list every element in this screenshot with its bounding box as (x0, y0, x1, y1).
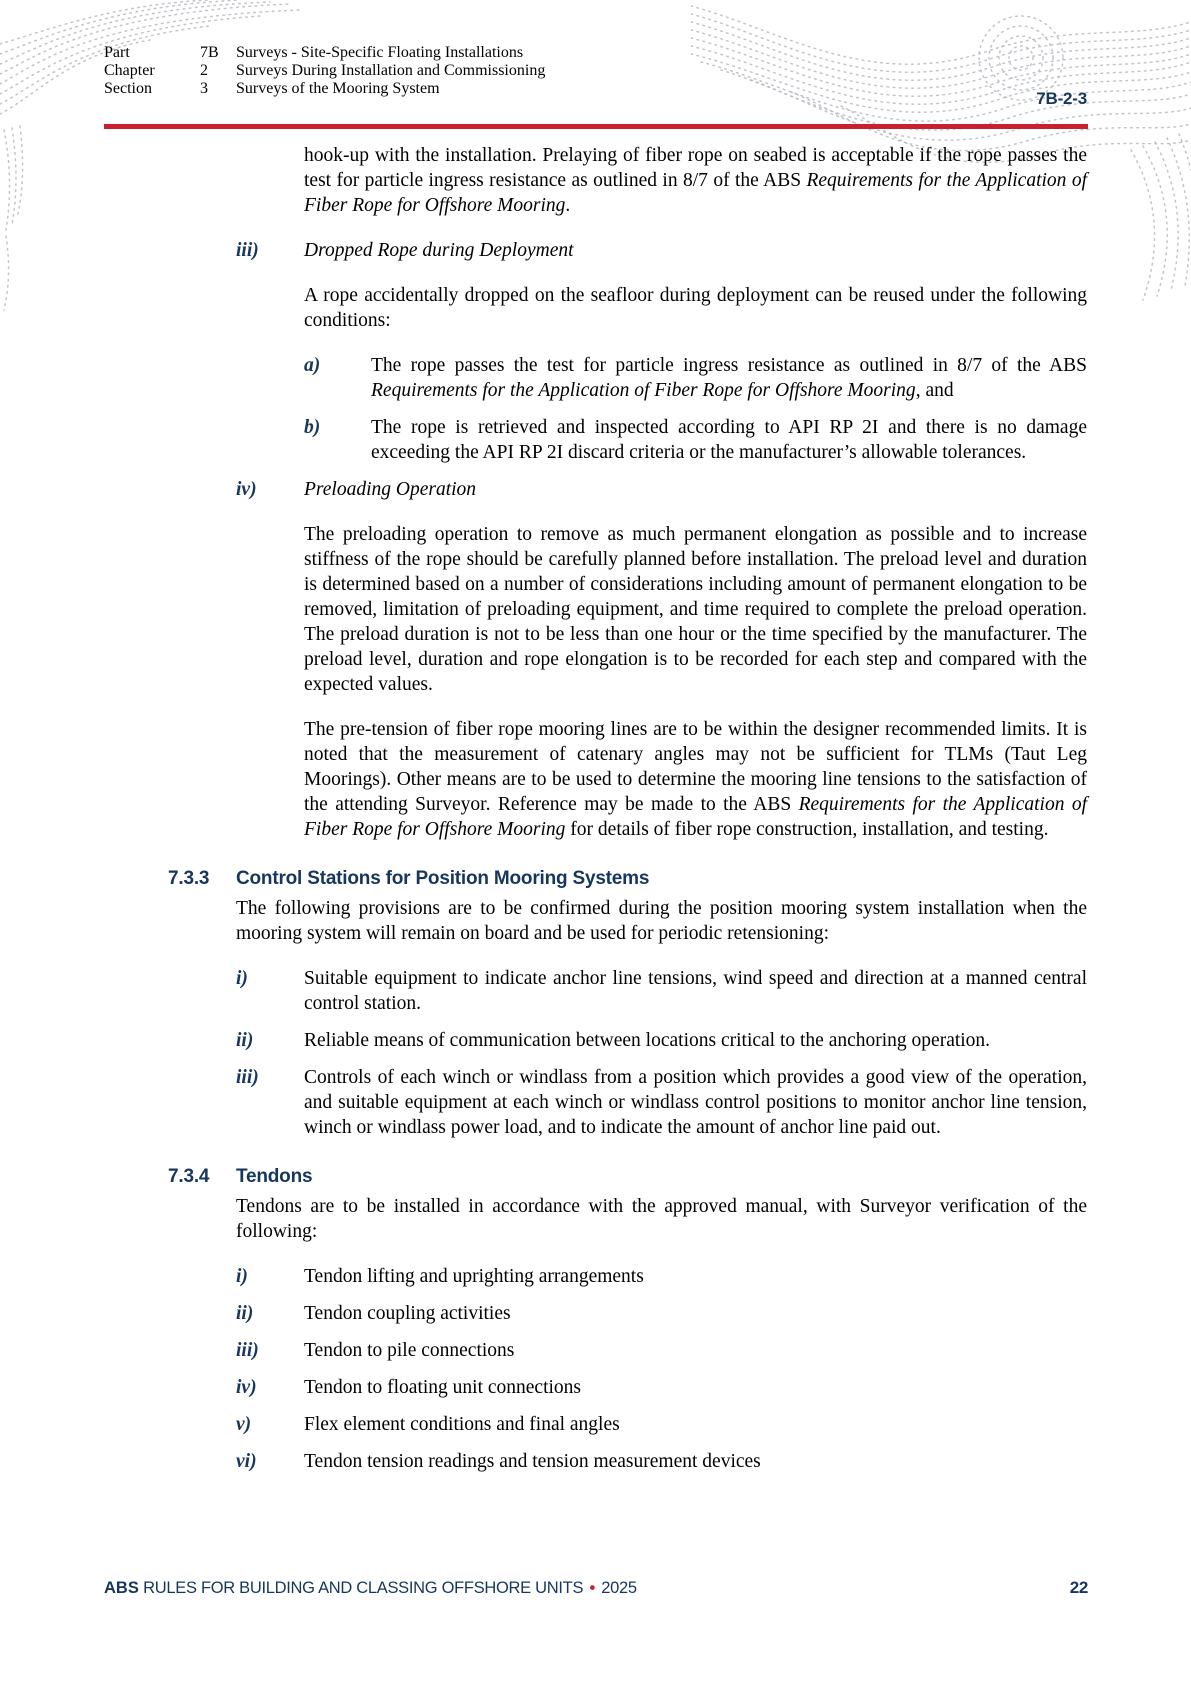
section-heading (100, 1164, 1087, 1189)
page-number: 22 (1069, 1578, 1088, 1597)
paragraph (304, 717, 1087, 842)
list-item-marker: iv) (236, 479, 257, 500)
list-item-marker: ii) (236, 1030, 254, 1051)
abs-brand: ABS (104, 1579, 139, 1597)
list-item-marker: a) (304, 355, 321, 376)
section-number: 7.3.3 (168, 868, 210, 889)
footer-year: 2025 (601, 1579, 637, 1597)
list-item (100, 1449, 1087, 1474)
list-item-marker: iv) (236, 1377, 257, 1398)
paragraph-text: The pre-tension of fiber rope mooring lines are to be within the designer recommended limits. It is noted that the measurement of catenary angles may not be sufficient for TLMs (Taut Leg Moorings). Other means are to be used to determine the mooring line tensions to the satisfaction of the attending Surveyor. Reference may be made to the ABS Requirements for the Application of Fiber Rope for Offshore Mooring for details of fiber rope construction, installation, and testing. (304, 719, 1087, 840)
list-item-text: Flex element conditions and final angles (304, 1414, 620, 1435)
paragraph (236, 896, 1087, 946)
list-item-text: Tendon tension readings and tension measurement devices (304, 1451, 761, 1472)
list-item-marker: v) (236, 1414, 252, 1435)
list-item-marker: i) (236, 1266, 248, 1287)
list-item-marker: ii) (236, 1303, 254, 1324)
header-chapter-number: 2 (200, 62, 208, 79)
header-part-number: 7B (200, 44, 219, 61)
list-item-text: Tendon to floating unit connections (304, 1377, 581, 1398)
paragraph-text: hook-up with the installation. Prelaying of fiber rope on seabed is acceptable if the rope passes the test for particle ingress resistance as outlined in 8/7 of the ABS Requirements for the Application of Fiber Rope for Offshore Mooring. (304, 145, 1088, 216)
section-heading (100, 866, 1087, 891)
paragraph-text: The following provisions are to be confirmed during the position mooring system installation when the mooring system will remain on board and be used for periodic retensioning: (236, 898, 1087, 944)
list-item-text: Reliable means of communication between locations critical to the anchoring operation. (304, 1030, 991, 1051)
list-item-marker: iii) (236, 240, 259, 261)
section-title: Tendons (236, 1166, 313, 1187)
list-item-marker: iii) (236, 1340, 259, 1361)
page-header (104, 44, 1088, 134)
header-part-label: Part (104, 44, 130, 61)
list-item-text: Suitable equipment to indicate anchor line tensions, wind speed and direction at a manned central control station. (304, 968, 1087, 1014)
section-title: Control Stations for Position Mooring Systems (236, 868, 650, 889)
footer-text: RULES FOR BUILDING AND CLASSING OFFSHORE UNITS (143, 1579, 584, 1597)
list-item-marker: vi) (236, 1451, 257, 1472)
paragraph-text: Tendons are to be installed in accordance with the approved manual, with Surveyor verification of the following: (236, 1196, 1087, 1242)
list-item-marker: iii) (236, 1067, 259, 1088)
list-item (100, 1301, 1087, 1326)
footer-separator-dot: • (589, 1579, 595, 1597)
list-item-marker: i) (236, 968, 248, 989)
doc-reference: 7B-2-3 (1036, 89, 1087, 108)
list-item-text: Preloading Operation (304, 479, 477, 500)
paragraph-text: A rope accidentally dropped on the seafloor during deployment can be reused under the following conditions: (304, 285, 1087, 331)
header-section-label: Section (104, 80, 152, 97)
section-number: 7.3.4 (168, 1166, 210, 1187)
footer-rule-title (104, 1579, 637, 1598)
paragraph (236, 1194, 1087, 1244)
list-item (100, 966, 1087, 1016)
list-item-marker: b) (304, 417, 321, 438)
list-item-text: Controls of each winch or windlass from a position which provides a good view of the operation, and suitable equipment at each winch or windlass control positions to monitor anchor line tension, winch or windlass power load, and to indicate the amount of anchor line paid out. (304, 1067, 1087, 1138)
list-item-text: Dropped Rope during Deployment (304, 240, 574, 261)
paragraph-text: The preloading operation to remove as much permanent elongation as possible and to increase stiffness of the rope should be carefully planned before installation. The preload level and duration is determined based on a number of considerations including amount of permanent elongation to be removed, limitation of preloading equipment, and time required to complete the preload operation. The preload duration is not to be less than one hour or the time specified by the manufacturer. The preload level, duration and rope elongation is to be recorded for each step and compared with the expected values. (304, 524, 1087, 695)
list-item (100, 1264, 1087, 1289)
list-item (100, 415, 1087, 465)
paragraph (304, 283, 1087, 333)
list-item-text: Tendon lifting and uprighting arrangements (304, 1266, 644, 1287)
paragraph (304, 143, 1087, 218)
list-item-text: The rope is retrieved and inspected according to API RP 2I and there is no damage exceeding the API RP 2I discard criteria or the manufacturer’s allowable tolerances. (371, 417, 1087, 463)
list-item (100, 353, 1087, 403)
list-item (100, 1375, 1087, 1400)
list-item-text: Tendon coupling activities (304, 1303, 511, 1324)
header-chapter-title: Surveys During Installation and Commissioning (236, 62, 546, 79)
list-item (100, 1065, 1087, 1140)
list-item (100, 477, 1087, 502)
paragraph (304, 522, 1087, 697)
header-section-number: 3 (200, 80, 208, 97)
header-part-title: Surveys - Site-Specific Floating Installations (236, 44, 524, 61)
list-item (100, 1338, 1087, 1363)
header-section-title: Surveys of the Mooring System (236, 80, 440, 97)
header-chapter-label: Chapter (104, 62, 155, 79)
list-item (100, 238, 1087, 263)
list-item-text: Tendon to pile connections (304, 1340, 515, 1361)
list-item (100, 1028, 1087, 1053)
list-item (100, 1412, 1087, 1437)
header-rule (104, 124, 1088, 129)
list-item-text: The rope passes the test for particle ingress resistance as outlined in 8/7 of the ABS Requirements for the Application of Fiber Rope for Offshore Mooring, and (371, 355, 1087, 401)
page-footer (104, 1578, 1088, 1598)
body-content (100, 143, 1087, 1474)
